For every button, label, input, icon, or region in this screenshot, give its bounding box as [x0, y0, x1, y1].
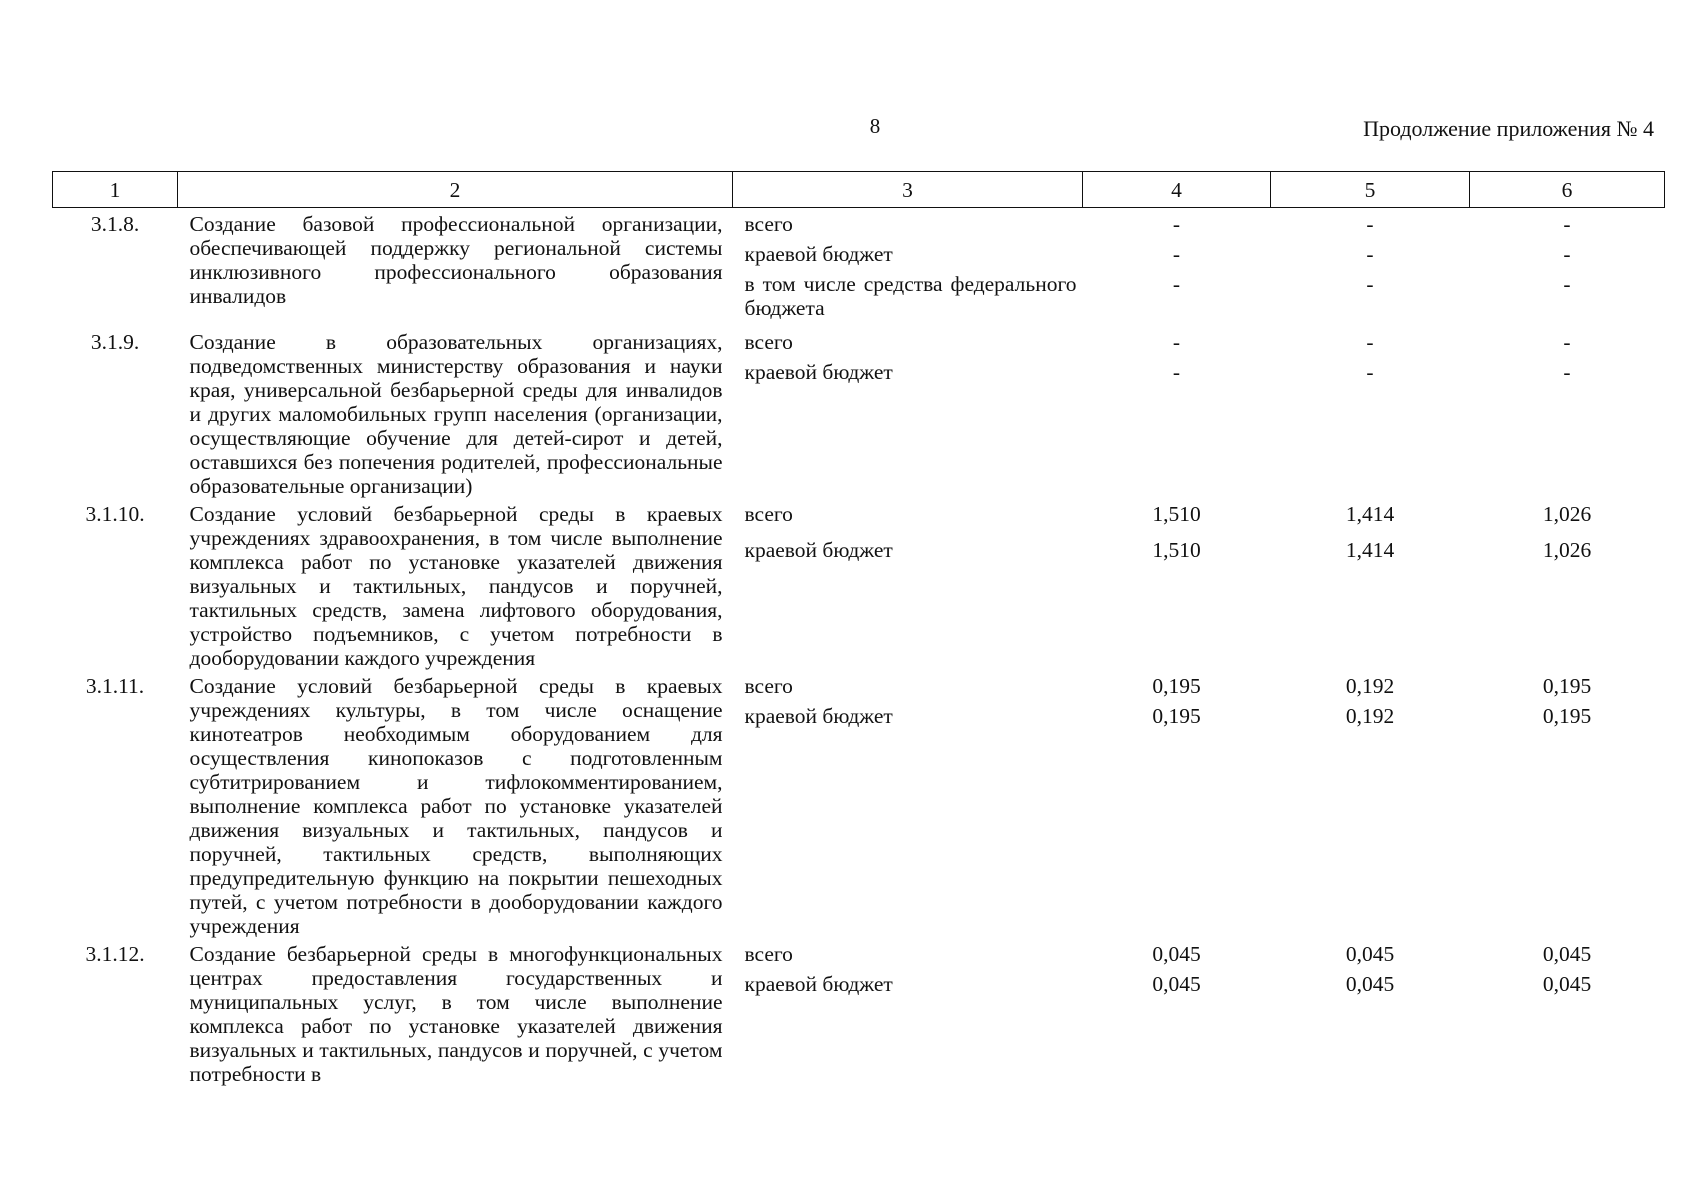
value-cell: - [1563, 330, 1571, 354]
value-cell: 1,510 [1152, 538, 1201, 562]
value-cell: 1,026 [1542, 538, 1592, 562]
value-cell: - [1563, 360, 1571, 384]
funding-sources [733, 326, 1083, 498]
col4-values [1083, 498, 1271, 670]
value-cell: - [1366, 242, 1374, 266]
col4-values [1083, 670, 1271, 938]
col5-values [1271, 670, 1470, 938]
value-cell: - [1563, 272, 1571, 296]
page-number: 8 [869, 114, 881, 138]
row-description: Создание безбарьерной среды в многофункциональных центрах предоставления государственных и муниципальных услуг, в том числе выполнение комплекса работ по установке указателей движения визуальных и тактильных, пандусов и поручней, с учетом потребности в [189, 942, 723, 1086]
value-cell: 1,414 [1345, 502, 1395, 526]
table-row [53, 208, 1665, 327]
value-cell: - [1172, 212, 1181, 236]
value-cell: - [1172, 360, 1181, 384]
table-header [53, 172, 1665, 208]
value-cell: 0,045 [1542, 942, 1592, 966]
col6-values [1470, 670, 1665, 938]
col5-values [1271, 208, 1470, 327]
col6-values [1470, 938, 1665, 1086]
value-cell: 0,192 [1345, 704, 1395, 728]
table-row [53, 938, 1665, 1086]
value-cell: - [1172, 330, 1181, 354]
value-cell: - [1172, 272, 1181, 296]
table-row [53, 326, 1665, 498]
value-cell: 1,026 [1542, 502, 1592, 526]
value-cell: 0,045 [1542, 972, 1592, 996]
funding-source: всего [744, 502, 793, 526]
value-cell: 1,414 [1345, 538, 1395, 562]
value-cell: 0,045 [1345, 942, 1395, 966]
header-row [53, 172, 1665, 208]
funding-source: всего [744, 674, 793, 698]
funding-source: всего [744, 212, 793, 236]
row-description: Создание условий безбарьерной среды в краевых учреждениях здравоохранения, в том числе выполнение комплекса работ по установке указателей движения визуальных и тактильных, пандусов и поручней, тактильных средств, замена лифтового оборудования, устройство подъемников, с учетом потребности в дооборудовании каждого учреждения [189, 502, 723, 670]
column-header-2: 2 [178, 172, 733, 208]
col5-values [1271, 326, 1470, 498]
funding-sources [733, 208, 1083, 327]
value-cell: 0,045 [1345, 972, 1395, 996]
column-header-4: 4 [1083, 172, 1271, 208]
table-row [53, 498, 1665, 670]
funding-source: краевой бюджет [744, 972, 893, 996]
row-number: 3.1.11. [85, 674, 145, 698]
col5-values [1271, 498, 1470, 670]
value-cell: - [1366, 330, 1374, 354]
column-header-6: 6 [1470, 172, 1665, 208]
funding-sources [733, 498, 1083, 670]
value-cell: 0,195 [1542, 704, 1592, 728]
funding-sources [733, 938, 1083, 1086]
funding-source: всего [744, 942, 793, 966]
column-header-5: 5 [1271, 172, 1470, 208]
row-number: 3.1.12. [85, 942, 145, 966]
col6-values [1470, 498, 1665, 670]
value-cell: 0,195 [1152, 704, 1201, 728]
row-number: 3.1.10. [85, 502, 145, 526]
value-cell: - [1366, 272, 1374, 296]
value-cell: 0,195 [1152, 674, 1201, 698]
funding-source: краевой бюджет [744, 242, 893, 266]
value-cell: - [1563, 212, 1571, 236]
row-number: 3.1.9. [90, 330, 140, 354]
table-body [53, 208, 1665, 1087]
funding-source: краевой бюджет [744, 538, 893, 562]
col6-values [1470, 208, 1665, 327]
col4-values [1083, 208, 1271, 327]
value-cell: - [1563, 242, 1571, 266]
funding-source: всего [744, 330, 793, 354]
column-header-1: 1 [53, 172, 178, 208]
program-table-container [52, 171, 1664, 1086]
row-number: 3.1.8. [90, 212, 140, 236]
value-cell: 0,045 [1152, 972, 1201, 996]
funding-source: в том числе средства федерального бюджета [744, 272, 1077, 320]
col4-values [1083, 938, 1271, 1086]
value-cell: - [1366, 360, 1374, 384]
value-cell: 0,195 [1542, 674, 1592, 698]
value-cell: 0,192 [1345, 674, 1395, 698]
col6-values [1470, 326, 1665, 498]
value-cell: - [1366, 212, 1374, 236]
column-header-3: 3 [733, 172, 1083, 208]
appendix-label: Продолжение приложения № 4 [1363, 116, 1654, 141]
funding-source: краевой бюджет [744, 360, 893, 384]
row-description: Создание условий безбарьерной среды в краевых учреждениях культуры, в том числе оснащение кинотеатров необходимым оборудованием для осуществления кинопоказов с подготовленным субтитрированием и тифлокомментированием, выполнение комплекса работ по установке указателей движения визуальных и тактильных, пандусов и поручней, тактильных средств, выполняющих предупредительную функцию на покрытии пешеходных путей, с учетом потребности в дооборудовании каждого учреждения [189, 674, 723, 938]
value-cell: 0,045 [1152, 942, 1201, 966]
funding-source: краевой бюджет [744, 704, 893, 728]
row-description: Создание базовой профессиональной организации, обеспечивающей поддержку региональной системы инклюзивного профессионального образования инвалидов [189, 212, 723, 308]
program-table [52, 171, 1665, 1086]
value-cell: - [1172, 242, 1181, 266]
value-cell: 1,510 [1152, 502, 1201, 526]
row-description: Создание в образовательных организациях, подведомственных министерству образования и науки края, универсальной безбарьерной среды для инвалидов и других маломобильных групп населения (организации, осуществляющие обучение для детей-сирот и детей, оставшихся без попечения родителей, профессиональные образовательные организации) [189, 330, 723, 498]
col4-values [1083, 326, 1271, 498]
col5-values [1271, 938, 1470, 1086]
funding-sources [733, 670, 1083, 938]
table-row [53, 670, 1665, 938]
